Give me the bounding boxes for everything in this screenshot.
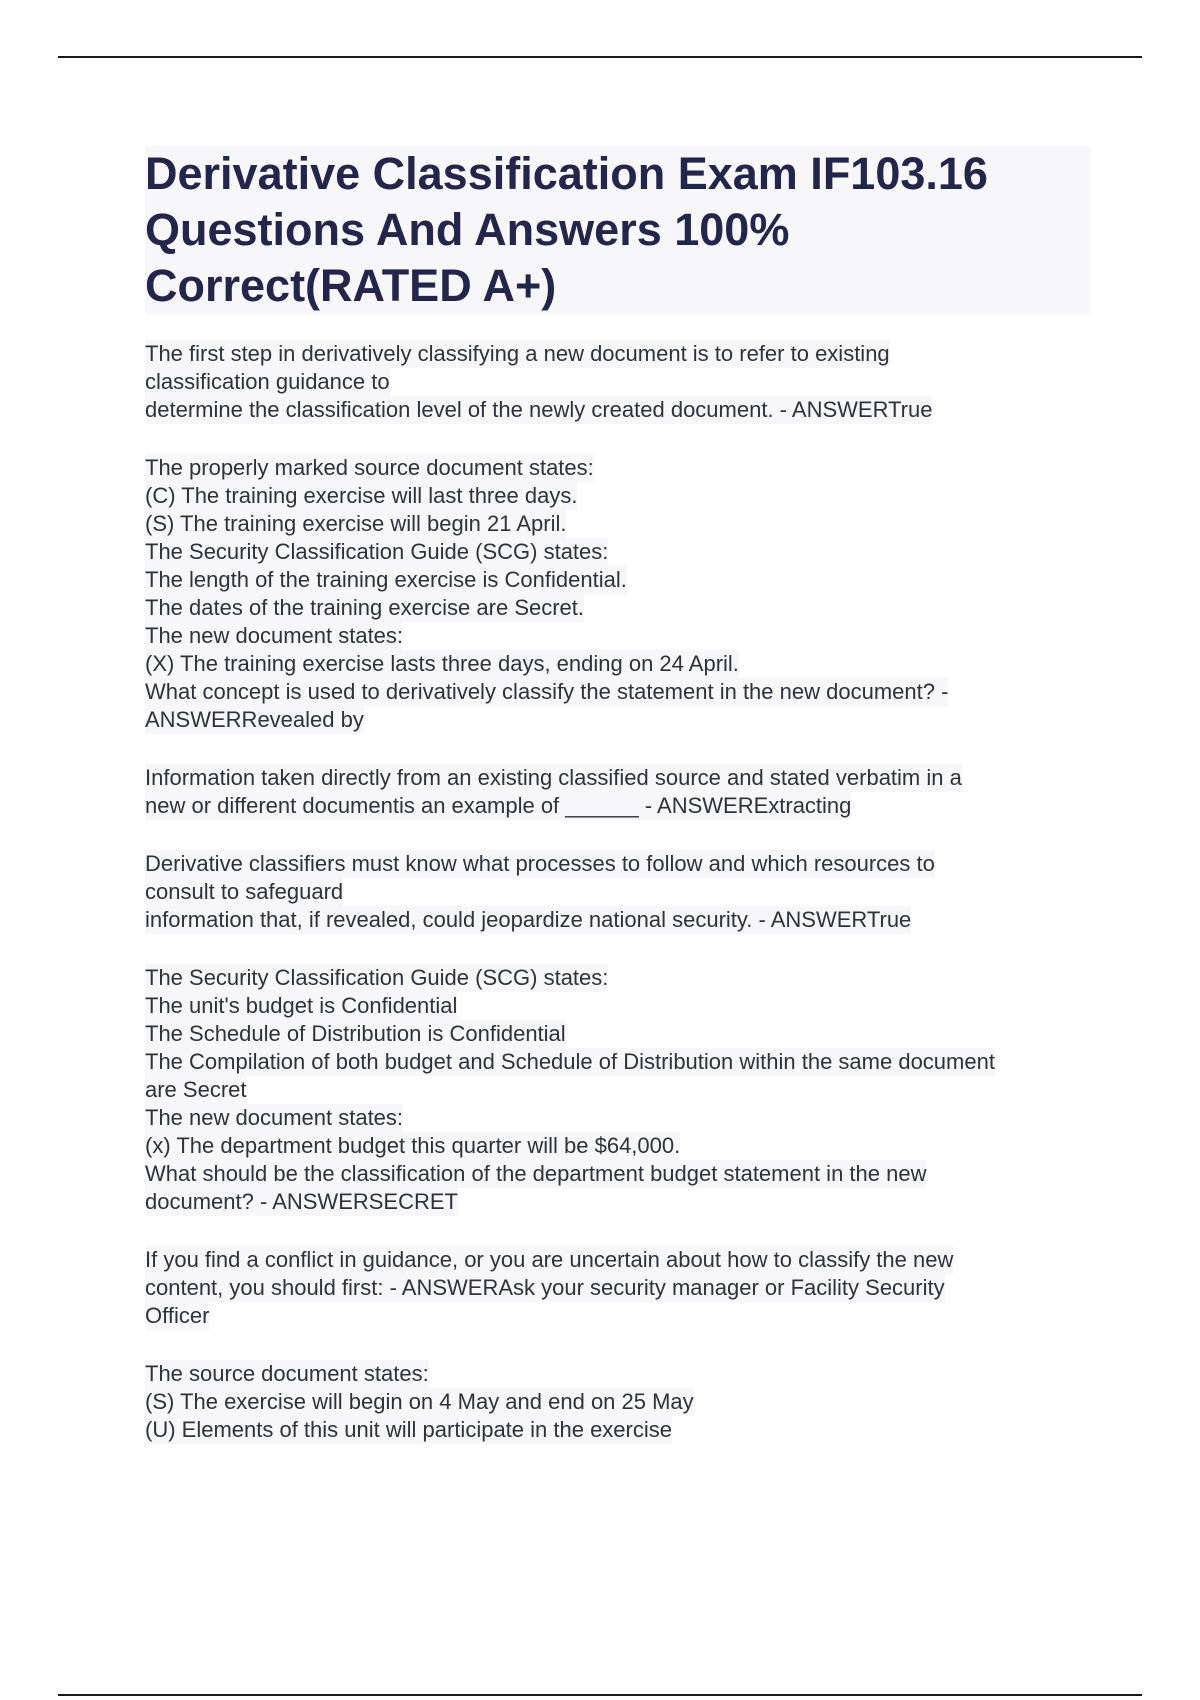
qa-block (145, 850, 1090, 934)
qa-block (145, 1360, 1090, 1444)
qa-line: What should be the classification of the department budget statement in the new (145, 1161, 927, 1186)
qa-line: consult to safeguard (145, 879, 344, 904)
qa-block (145, 340, 1090, 424)
qa-line: content, you should first: - ANSWERAsk your security manager or Facility Security (145, 1275, 945, 1300)
document-body (145, 146, 1090, 1444)
qa-line: The Security Classification Guide (SCG) states: (145, 539, 609, 564)
qa-line: (x) The department budget this quarter will be $64,000. (145, 1133, 681, 1158)
qa-line: (S) The exercise will begin on 4 May and end on 25 May (145, 1389, 694, 1414)
qa-line: The new document states: (145, 1105, 404, 1130)
qa-line: ANSWERRevealed by (145, 707, 364, 732)
qa-line: The Schedule of Distribution is Confidential (145, 1021, 566, 1046)
qa-line: document? - ANSWERSECRET (145, 1189, 458, 1214)
qa-line: classification guidance to (145, 369, 390, 394)
qa-block (145, 964, 1090, 1216)
qa-line: The properly marked source document states: (145, 455, 594, 480)
qa-line: The new document states: (145, 623, 404, 648)
qa-line: The dates of the training exercise are Secret. (145, 595, 585, 620)
qa-line: (C) The training exercise will last three days. (145, 483, 578, 508)
qa-line: determine the classification level of the newly created document. - ANSWERTrue (145, 397, 933, 422)
top-rule (58, 56, 1142, 58)
qa-line: new or different documentis an example of ______ - ANSWERExtracting (145, 793, 852, 818)
qa-list (145, 340, 1090, 1444)
qa-line: The source document states: (145, 1361, 429, 1386)
title-box (145, 146, 1090, 314)
qa-line: The Compilation of both budget and Schedule of Distribution within the same document (145, 1049, 995, 1074)
qa-line: The length of the training exercise is Confidential. (145, 567, 627, 592)
qa-line: If you find a conflict in guidance, or you are uncertain about how to classify the new (145, 1247, 954, 1272)
qa-line: Derivative classifiers must know what processes to follow and which resources to (145, 851, 935, 876)
qa-line: The Security Classification Guide (SCG) states: (145, 965, 609, 990)
qa-line: Information taken directly from an existing classified source and stated verbatim in a (145, 765, 962, 790)
qa-line: Officer (145, 1303, 210, 1328)
qa-block (145, 1246, 1090, 1330)
qa-line: What concept is used to derivatively classify the statement in the new document? - (145, 679, 949, 704)
qa-block (145, 764, 1090, 820)
qa-block (145, 454, 1090, 734)
qa-line: (X) The training exercise lasts three days, ending on 24 April. (145, 651, 739, 676)
document-title: Derivative Classification Exam IF103.16 Questions And Answers 100% Correct(RATED A+) (145, 148, 988, 311)
qa-line: The first step in derivatively classifying a new document is to refer to existing (145, 341, 890, 366)
qa-line: (S) The training exercise will begin 21 April. (145, 511, 567, 536)
bottom-rule (58, 1694, 1142, 1696)
qa-line: The unit's budget is Confidential (145, 993, 458, 1018)
qa-line: information that, if revealed, could jeopardize national security. - ANSWERTrue (145, 907, 912, 932)
qa-line: are Secret (145, 1077, 247, 1102)
qa-line: (U) Elements of this unit will participate in the exercise (145, 1417, 672, 1442)
